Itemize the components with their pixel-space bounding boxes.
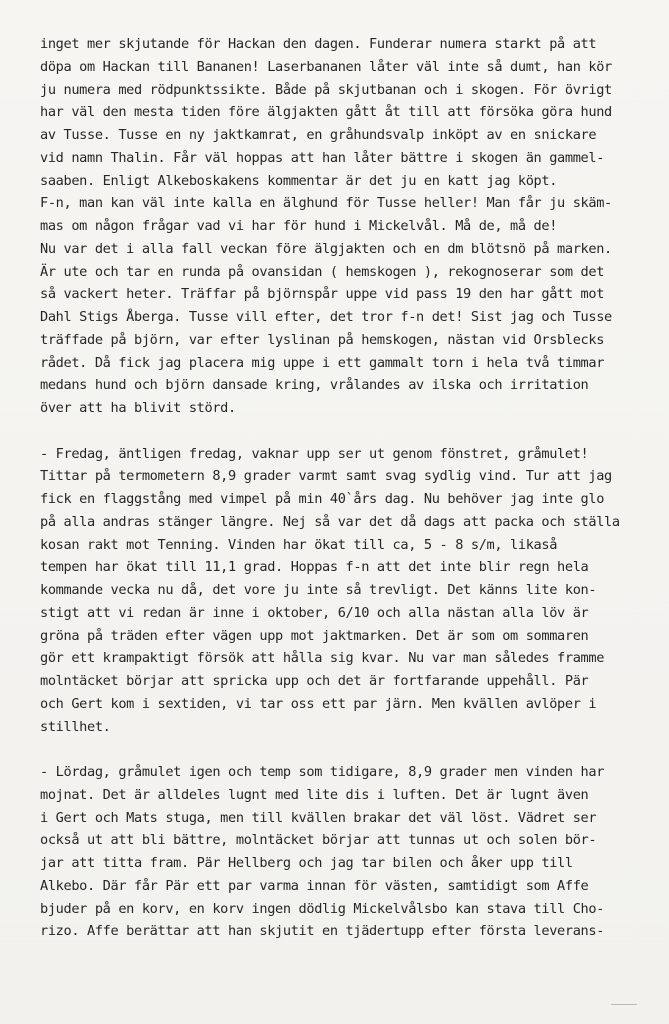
text-line: ju numera med rödpunktssikte. Både på skjutbanan och i skogen. För övrigt: [40, 81, 612, 98]
text-line: jar att titta fram. Pär Hellberg och jag tar bilen och åker upp till: [40, 855, 573, 871]
text-line: också ut att bli bättre, molntäcket börjar att tunnas ut och solen bör-: [40, 832, 597, 849]
text-line: fick en flaggstång med vimpel på min 40`års dag. Nu behöver jag inte glo: [40, 491, 605, 507]
text-line: gröna på träden efter vägen upp mot jaktmarken. Det är som om sommaren: [40, 627, 589, 644]
paragraph-gap: [40, 420, 650, 443]
text-line: inget mer skjutande för Hackan den dagen. Funderar numera starkt på att: [40, 36, 597, 52]
text-line: träffade på björn, var efter lyslinan på hemskogen, nästan vid Orsblecks: [40, 331, 605, 348]
text-line: mojnat. Det är alldeles lugnt med lite dis i luften. Det är lugnt även: [40, 786, 589, 803]
text-line: bjuder på en korv, en korv ingen dödlig Mickelvålsbo kan stava till Cho-: [40, 900, 605, 917]
text-line: Är ute och tar en runda på ovansidan ( hemskogen ), rekognoserar som det: [40, 263, 605, 280]
text-line: av Tusse. Tusse en ny jaktkamrat, en gråhundsvalp inköpt av en snickare: [40, 127, 597, 143]
text-line: i Gert och Mats stuga, men till kvällen brakar det väl löst. Vädret ser: [40, 809, 597, 826]
document-body: [40, 33, 650, 943]
text-line: döpa om Hackan till Bananen! Laserbananen låter väl inte så dumt, han kör: [40, 58, 612, 75]
paragraph: [40, 761, 650, 943]
text-line: stillhet.: [40, 718, 111, 735]
text-line: över att ha blivit störd.: [40, 400, 236, 416]
text-line: rådet. Då fick jag placera mig uppe i ett gammalt torn i hela två timmar: [40, 354, 605, 371]
paragraph: [40, 443, 650, 739]
text-line: Tittar på termometern 8,9 grader varmt samt svag sydlig vind. Tur att jag: [40, 468, 612, 485]
text-line: så vackert heter. Träffar på björnspår uppe vid pass 19 den har gått mot: [40, 286, 605, 303]
text-line: mas om någon frågar vad vi har för hund i Mickelvål. Må de, må de!: [40, 218, 558, 234]
text-line: medans hund och björn dansade kring, vrålandes av ilska och irritation: [40, 377, 589, 394]
text-line: på alla andras stänger längre. Nej så var det då dags att packa och ställa: [40, 513, 620, 530]
text-line: stigt att vi redan är inne i oktober, 6/10 och alla nästan alla löv är: [40, 604, 589, 621]
text-line: och Gert kom i sextiden, vi tar oss ett par järn. Men kvällen avlöper i: [40, 695, 597, 712]
text-line: - Fredag, äntligen fredag, vaknar upp ser ut genom fönstret, gråmulet!: [40, 445, 589, 462]
text-line: kommande vecka nu då, det vore ju inte så trevligt. Det känns lite kon-: [40, 582, 597, 598]
text-line: Nu var det i alla fall veckan före älgjakten och en dm blötsnö på marken.: [40, 240, 612, 257]
text-line: molntäcket börjar att spricka upp och det är fortfarande uppehåll. Pär: [40, 673, 589, 689]
text-line: - Lördag, gråmulet igen och temp som tidigare, 8,9 grader men vinden har: [40, 764, 605, 780]
paragraph: [40, 33, 650, 420]
text-line: Alkebo. Där får Pär ett par varma innan för västen, samtidigt som Affe: [40, 877, 589, 894]
scan-mark: [611, 1004, 637, 1005]
text-line: vid namn Thalin. Får väl hoppas att han låter bättre i skogen än gammel-: [40, 149, 605, 166]
text-line: gör ett krampaktigt försök att hålla sig kvar. Nu var man således framme: [40, 650, 605, 667]
text-line: rizo. Affe berättar att han skjutit en tjädertupp efter första leverans-: [40, 923, 605, 940]
text-line: tempen har ökat till 11,1 grad. Hoppas f-n att det inte blir regn hela: [40, 559, 589, 576]
text-line: saaben. Enligt Alkeboskakens kommentar är det ju en katt jag köpt.: [40, 172, 558, 189]
text-line: F-n, man kan väl inte kalla en älghund för Tusse heller! Man får ju skäm-: [40, 195, 612, 212]
text-line: har väl den mesta tiden före älgjakten gått åt till att försöka göra hund: [40, 104, 612, 121]
text-line: kosan rakt mot Tenning. Vinden har ökat till ca, 5 - 8 s/m, likaså: [40, 536, 558, 553]
text-line: Dahl Stigs Åberga. Tusse vill efter, det tror f-n det! Sist jag och Tusse: [40, 309, 612, 325]
paragraph-gap: [40, 738, 650, 761]
